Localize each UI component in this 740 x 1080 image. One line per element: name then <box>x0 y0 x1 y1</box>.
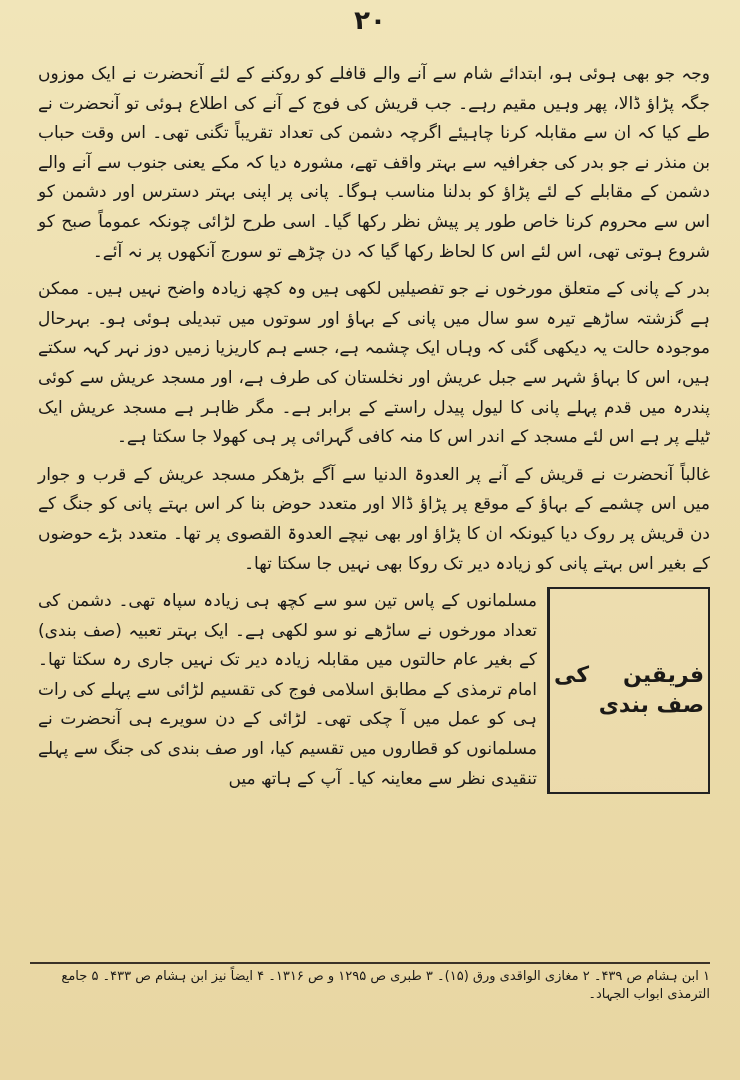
section-heading: فریقین کی صف بندی <box>547 587 710 794</box>
paragraph-3: غالباً آنحضرت نے قریش کے آنے پر العدوۃ الدنیا سے آگے بڑھکر مسجد عریش کے قرب و جوار میں اس چشمے کے بہاؤ کے موقع پر پڑاؤ ڈالا اور متعدد حوض بنا کر اس بہتے پانی کو جنگ کے دن قریش پر روک دیا کیونکہ ان کا پڑاؤ اور بھی نیچے العدوۃ القصوی پر تھا۔ متعدد بڑے حوضوں کے بغیر اس بہتے پانی کو زیادہ دیر تک روکا بھی نہیں جا سکتا تھا۔ <box>38 464 710 574</box>
section-row <box>38 587 710 794</box>
paragraph-2: بدر کے پانی کے متعلق مورخوں نے جو تفصیلیں لکھی ہیں وہ کچھ زیادہ واضح نہیں ہیں۔ ممکن ہے گزشتہ ساڑھے تیرہ سو سال میں پانی کے بہاؤ اور سوتوں میں تبدیلی ہوئی ہو۔ بہرحال موجودہ حالت یہ دیکھی گئی کہ وہاں ایک چشمہ ہے، جسے ہم کاریزیا زمیں دوز نہر کہہ سکتے ہیں، اس کا بہاؤ شہر سے جبل عریش اور نخلستان کی طرف ہے، اور مسجد عریش سے کوئی پندرہ میں قدم پہلے پانی کا لیول پیدل راستے کے برابر ہے۔ مگر ظاہر ہے مسجد عریش ایک ٹیلے پر ہے اس لئے مسجد کے اندر اس کا منہ کافی گہرائی پر ہی کھولا جا سکتا ہے۔ <box>38 279 710 448</box>
footnote-divider <box>30 962 710 964</box>
paragraph-1: وجہ جو بھی ہوئی ہو، ابتدائے شام سے آنے والے قافلے کو روکنے کے لئے آنحضرت نے ایک موزوں جگہ پڑاؤ ڈالا، پھر وہیں مقیم رہے۔ جب قریش کی فوج کے آنے کی اطلاع ہوئی تو آنحضرت نے طے کیا کہ ان سے مقابلہ کرنا چاہیئے اگرچہ دشمن کی تعداد تقریباً تگنی تھی۔ اس وقت حباب بن منذر نے جو بدر کی جغرافیہ سے بہتر واقف تھے، مشورہ دیا کہ مکے یعنی جنوب سے آنے والے دشمن کے مقابلے کے لئے پڑاؤ کو بدلنا مناسب ہوگا۔ پانی پر اپنی بہتر دسترس اور دشمن کو اس سے محروم کرنا خاص طور پر پیش نظر رکھا گیا۔ اسی طرح لڑائی چونکہ عموماً صبح کو شروع ہوتی تھی، اس لئے اس کا لحاظ رکھا گیا کہ دن چڑھے تو سورج آنکھوں پر نہ آئے۔ <box>38 64 710 262</box>
page-body <box>38 60 710 800</box>
page-number: ۲۰ <box>354 6 386 36</box>
section-text: مسلمانوں کے پاس تین سو سے کچھ ہی زیادہ سپاہ تھی۔ دشمن کی تعداد مورخوں نے ساڑھے نو سو لکھی ہے۔ ایک بہتر تعبیہ (صف بندی) کے بغیر عام حالتوں میں مقابلہ زیادہ دیر تک نہیں جاری رہ سکتا تھا۔ امام ترمذی کے مطابق اسلامی فوج کی تقسیم لڑائی سے پہلے کی رات ہی کو عمل میں آ چکی تھی۔ لڑائی کے دن سویرے ہی آنحضرت نے مسلمانوں کو قطاروں میں تقسیم کیا، اور صف بندی کی جنگ سے پہلے تنقیدی نظر سے معاینہ کیا۔ آپ کے ہاتھ میں <box>38 591 537 789</box>
footnotes: ۱ ابن ہشام ص ۴۳۹۔ ۲ مغازی الواقدی ورق (۱۵)۔ ۳ طبری ص ۱۲۹۵ و ص ۱۳۱۶۔ ۴ ایضاً نیز ابن ہشام ص ۴۳۳۔ ۵ جامع الترمذی ابواب الجہاد۔ <box>61 969 710 1002</box>
